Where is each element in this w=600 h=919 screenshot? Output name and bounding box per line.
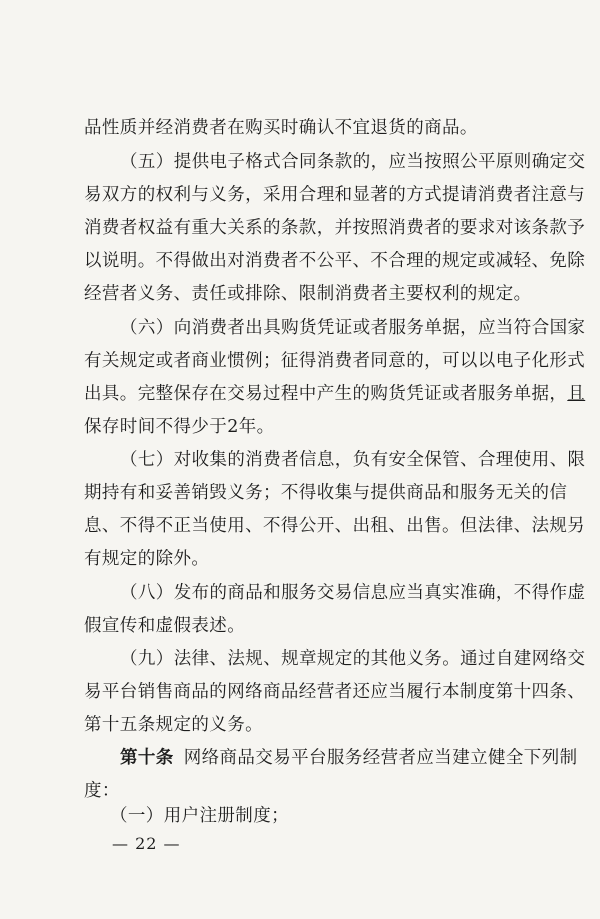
text-line: 假宣传和虚假表述。 — [84, 616, 246, 636]
text-line: （八）发布的商品和服务交易信息应当真实准确，不得作虚 — [120, 583, 586, 603]
text-line: 易双方的权利与义务，采用合理和显著的方式提请消费者注意与 — [84, 185, 586, 205]
text-line: （一）用户注册制度； — [110, 806, 289, 826]
text-line: 第十五条规定的义务。 — [84, 715, 263, 735]
article-heading: 第十条 — [120, 748, 174, 768]
text-line: 消费者权益有重大关系的条款，并按照消费者的要求对该条款予 — [84, 218, 586, 238]
text-line: （五）提供电子格式合同条款的，应当按照公平原则确定交 — [120, 152, 586, 172]
text-line: 有规定的除外。 — [84, 549, 210, 569]
text-line: 息、不得不正当使用、不得公开、出租、出售。但法律、法规另 — [84, 516, 586, 536]
text-line: 出具。完整保存在交易过程中产生的购货凭证或者服务单据， — [84, 384, 568, 404]
text-line: 有关规定或者商业惯例；征得消费者同意的，可以以电子化形式 — [84, 351, 586, 371]
text-line: 品性质并经消费者在购买时确认不宜退货的商品。 — [84, 118, 478, 138]
text-line: （六）向消费者出具购货凭证或者服务单据，应当符合国家 — [120, 318, 586, 338]
underlined-text: 且 — [567, 384, 586, 404]
text-line: 以说明。不得做出对消费者不公平、不合理的规定或减轻、免除 — [84, 251, 586, 271]
paragraph-continuation — [0, 114, 600, 142]
text-line: 期持有和妥善销毁义务；不得收集与提供商品和服务无关的信 — [84, 483, 568, 503]
text-line: 网络商品交易平台服务经营者应当建立健全下列制 — [183, 748, 578, 768]
page-number: — 22 — — [112, 834, 181, 853]
text-line: 易平台销售商品的网络商品经营者还应当履行本制度第十四条、 — [84, 682, 586, 702]
text-line: 经营者义务、责任或排除、限制消费者主要权利的规定。 — [84, 284, 532, 304]
text-line: 度： — [84, 781, 120, 801]
text-line: 保存时间不得少于2年。 — [84, 417, 275, 437]
text-line: （七）对收集的消费者信息，负有安全保管、合理使用、限 — [120, 450, 586, 470]
paragraph-item-10-1 — [0, 802, 600, 830]
text-line: （九）法律、法规、规章规定的其他义务。通过自建网络交 — [120, 649, 586, 669]
